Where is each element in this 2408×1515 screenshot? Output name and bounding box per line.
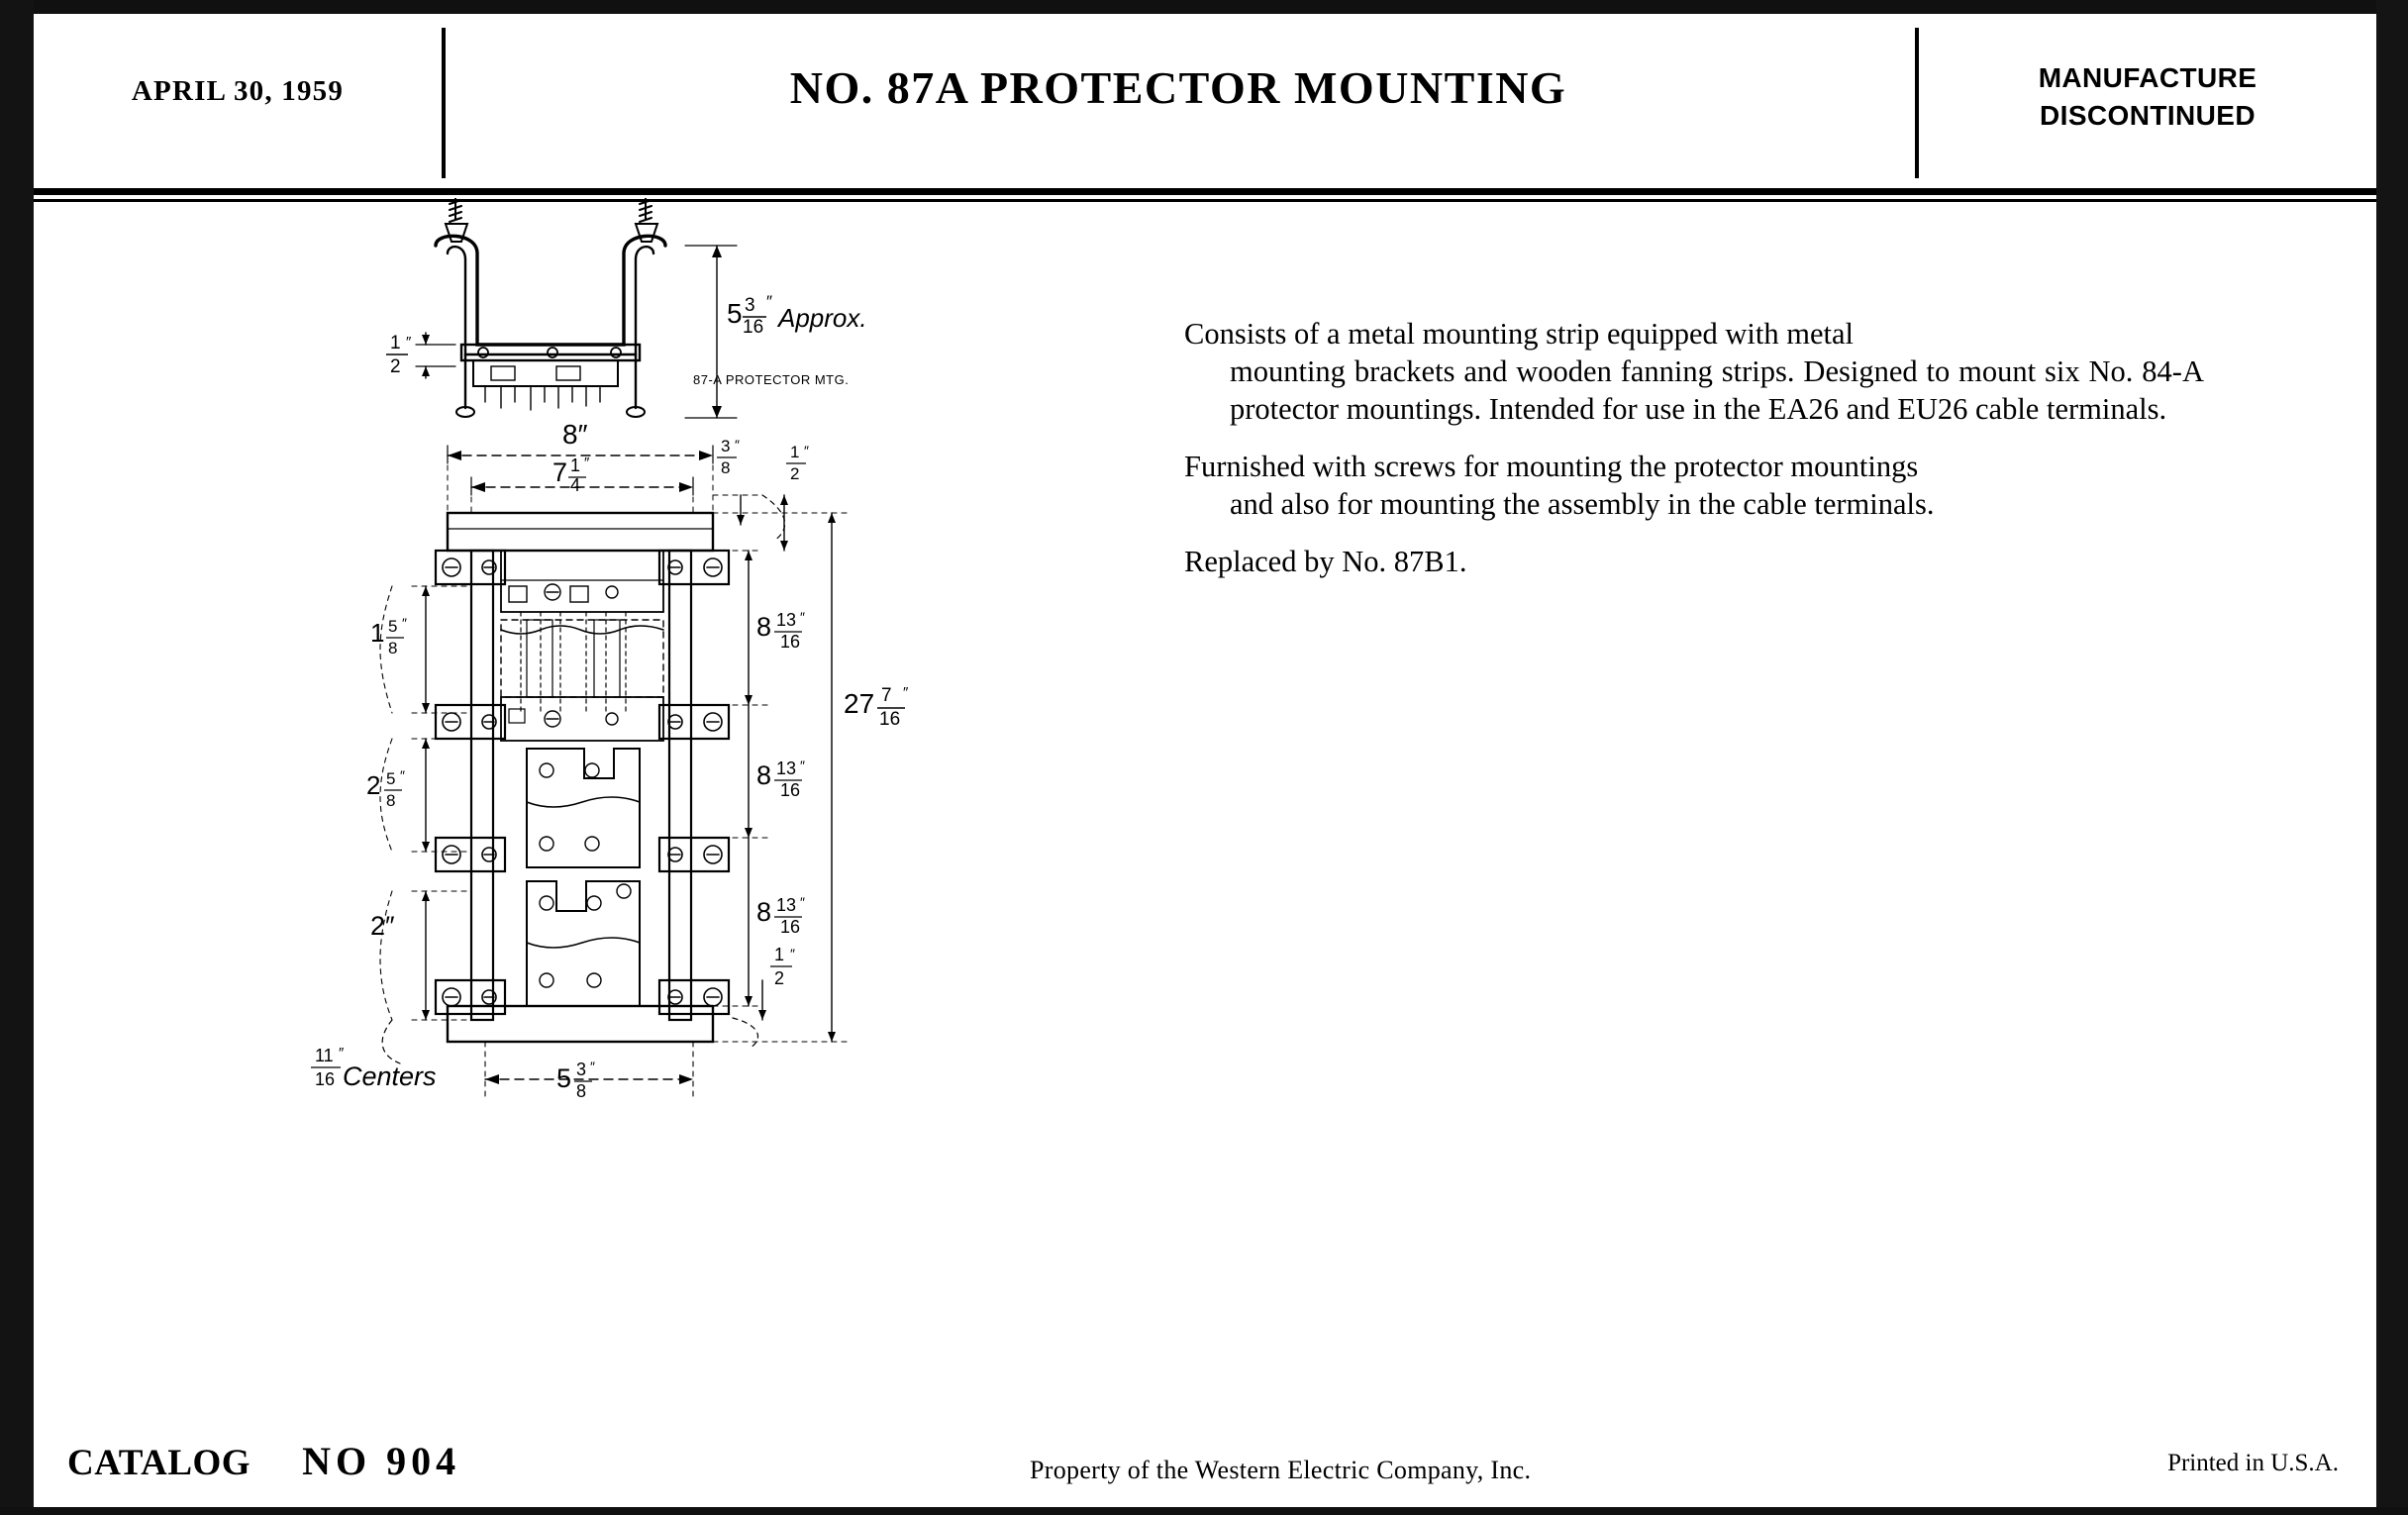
svg-text:″: ″ — [790, 946, 795, 961]
catalog-label: CATALOG — [67, 1443, 251, 1483]
paragraph-2-line-1: Furnished with screws for mounting the protector mountings — [1184, 450, 1919, 483]
footer-printed-in: Printed in U.S.A. — [2167, 1450, 2339, 1476]
paragraph-2 — [1184, 448, 2204, 523]
svg-text:″: ″ — [800, 609, 805, 625]
svg-text:2″: 2″ — [370, 911, 395, 941]
svg-text:8: 8 — [388, 639, 398, 657]
svg-text:5: 5 — [556, 1063, 572, 1093]
footer-property-notice: Property of the Western Electric Company, Inc. — [1030, 1456, 1532, 1484]
dim-height-whole: 5 — [727, 298, 743, 329]
svg-text:13: 13 — [776, 895, 797, 915]
dim-width-overall: 8″ — [562, 419, 588, 450]
paragraph-2-rest: and also for mounting the assembly in the cable terminals. — [1230, 487, 1935, 521]
description-text — [1184, 315, 2204, 580]
svg-text:16: 16 — [780, 917, 801, 937]
paragraph-1-rest: mounting brackets and wooden fanning strips. Designed to mount six No. 84-A protector mountings. Intended for use in the EA26 and EU26 cable terminals. — [1230, 354, 2204, 426]
svg-text:″: ″ — [903, 684, 909, 701]
svg-text:2: 2 — [366, 770, 381, 800]
svg-text:Centers: Centers — [343, 1061, 437, 1091]
svg-text:8: 8 — [756, 612, 772, 642]
dim-height-den: 16 — [743, 317, 764, 338]
footer-catalog — [67, 1438, 460, 1484]
svg-text:8: 8 — [756, 760, 772, 790]
paragraph-1 — [1184, 315, 2204, 428]
scan-edge-right — [2376, 0, 2408, 1515]
paragraph-1-line-1: Consists of a metal mounting strip equipped with metal — [1184, 317, 1855, 351]
svg-text:1: 1 — [774, 945, 785, 964]
technical-drawing — [297, 198, 1010, 1366]
svg-text:2: 2 — [390, 356, 401, 377]
scan-edge-top — [0, 0, 2408, 14]
paragraph-3: Replaced by No. 87B1. — [1184, 545, 1467, 578]
page-title: NO. 87A PROTECTOR MOUNTING — [789, 62, 1567, 113]
svg-text:13: 13 — [776, 758, 797, 778]
svg-text:5: 5 — [388, 617, 398, 636]
svg-text:1: 1 — [790, 443, 800, 461]
scan-edge-left — [0, 0, 34, 1515]
svg-text:3: 3 — [721, 437, 731, 455]
status-line-1: MANUFACTURE — [2038, 62, 2258, 93]
svg-text:1: 1 — [390, 333, 401, 354]
svg-text:11: 11 — [315, 1046, 334, 1065]
svg-text:3: 3 — [576, 1060, 587, 1079]
svg-text:7: 7 — [552, 457, 568, 487]
svg-text:8: 8 — [756, 897, 772, 927]
svg-text:″: ″ — [766, 292, 773, 311]
svg-text:″: ″ — [406, 334, 412, 351]
header-rule-thick — [34, 188, 2376, 195]
svg-text:16: 16 — [315, 1069, 336, 1089]
svg-text:″: ″ — [800, 758, 805, 773]
svg-text:″: ″ — [590, 1059, 595, 1074]
svg-text:5: 5 — [386, 769, 396, 788]
dim-height-num: 3 — [745, 295, 755, 316]
svg-text:8: 8 — [576, 1081, 587, 1101]
svg-text:4: 4 — [570, 475, 581, 495]
dim-height-approx: Approx. — [778, 303, 867, 333]
svg-text:″: ″ — [735, 437, 740, 453]
svg-text:″: ″ — [400, 767, 405, 783]
scan-edge-bottom — [0, 1507, 2408, 1515]
svg-text:13: 13 — [776, 610, 797, 630]
side-view-caption: 87-A PROTECTOR MTG. — [693, 372, 850, 387]
svg-text:″: ″ — [804, 443, 809, 458]
catalog-number: NO 904 — [302, 1439, 461, 1483]
page-header — [34, 14, 2376, 190]
svg-text:7: 7 — [881, 685, 892, 706]
svg-text:8: 8 — [721, 458, 731, 477]
svg-text:″: ″ — [402, 615, 407, 631]
svg-text:16: 16 — [879, 709, 901, 730]
header-date: APRIL 30, 1959 — [131, 75, 345, 107]
svg-text:8: 8 — [386, 791, 396, 810]
status-line-2: DISCONTINUED — [2040, 100, 2256, 131]
svg-text:16: 16 — [780, 632, 801, 652]
svg-text:27: 27 — [844, 688, 875, 719]
svg-text:2: 2 — [790, 464, 800, 483]
svg-text:″: ″ — [800, 894, 805, 910]
status-badge — [1919, 59, 2376, 135]
svg-text:2: 2 — [774, 968, 785, 988]
svg-text:″: ″ — [584, 454, 590, 471]
svg-text:1: 1 — [570, 455, 581, 475]
svg-text:16: 16 — [780, 780, 801, 800]
svg-text:1: 1 — [370, 618, 385, 648]
svg-text:″: ″ — [339, 1045, 345, 1061]
